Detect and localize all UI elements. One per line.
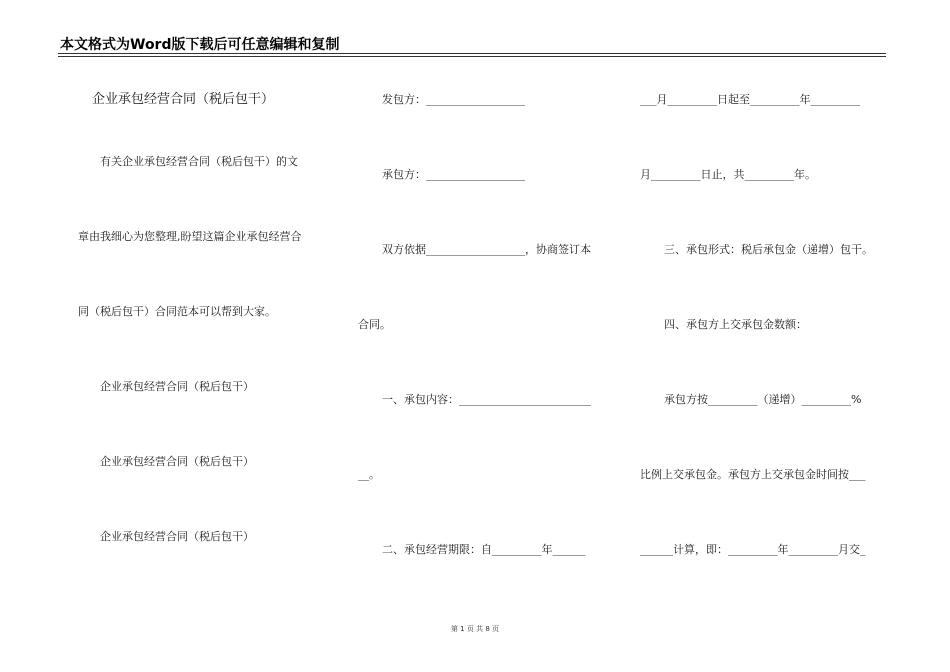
contract-heading-3: 企业承包经营合同（税后包干） bbox=[100, 530, 254, 543]
basis-line: 双方依据__________________，协商签订本 bbox=[382, 243, 591, 256]
intro-line-1: 有关企业承包经营合同（税后包干）的文 bbox=[100, 155, 298, 168]
contract-title: 企业承包经营合同（税后包干） bbox=[92, 92, 275, 107]
payment-rate-line: 承包方按_________（递增）_________% bbox=[664, 393, 862, 406]
intro-line-3: 同（税后包干）合同范本可以帮到大家。 bbox=[78, 305, 276, 318]
page-number-footer: 第 1 页 共 8 页 bbox=[450, 625, 500, 633]
term-end-line: 月_________日止，共_________年。 bbox=[640, 168, 816, 181]
term-line: 二、承包经营期限：自_________年______ bbox=[382, 543, 586, 556]
header-rule-top bbox=[58, 53, 886, 54]
payment-amount-heading: 四、承包方上交承包金数额： bbox=[664, 318, 807, 331]
contractor-line: 承包方：__________________ bbox=[382, 168, 525, 181]
contract-heading-1: 企业承包经营合同（税后包干） bbox=[100, 380, 254, 393]
header-rule-bottom bbox=[58, 56, 886, 57]
term-start-line: ___月_________日起至_________年_________ bbox=[640, 93, 860, 106]
scope-continuation-line: __。 bbox=[358, 468, 380, 481]
contract-form-line: 三、承包形式：税后承包金（递增）包干。 bbox=[664, 243, 873, 256]
issuer-line: 发包方：__________________ bbox=[382, 93, 525, 106]
intro-line-2: 章由我细心为您整理,盼望这篇企业承包经营合 bbox=[78, 230, 302, 243]
payment-schedule-line: ______计算，即：_________年_________月交_ bbox=[640, 543, 866, 556]
payment-proportion-line: 比例上交承包金。承包方上交承包金时间按___ bbox=[640, 468, 866, 481]
document-header-banner: 本文格式为Word版下载后可任意编辑和复制 bbox=[60, 37, 340, 53]
contract-heading-2: 企业承包经营合同（税后包干） bbox=[100, 455, 254, 468]
contract-end-line: 合同。 bbox=[358, 318, 391, 331]
scope-line: 一、承包内容：________________________ bbox=[382, 393, 591, 406]
